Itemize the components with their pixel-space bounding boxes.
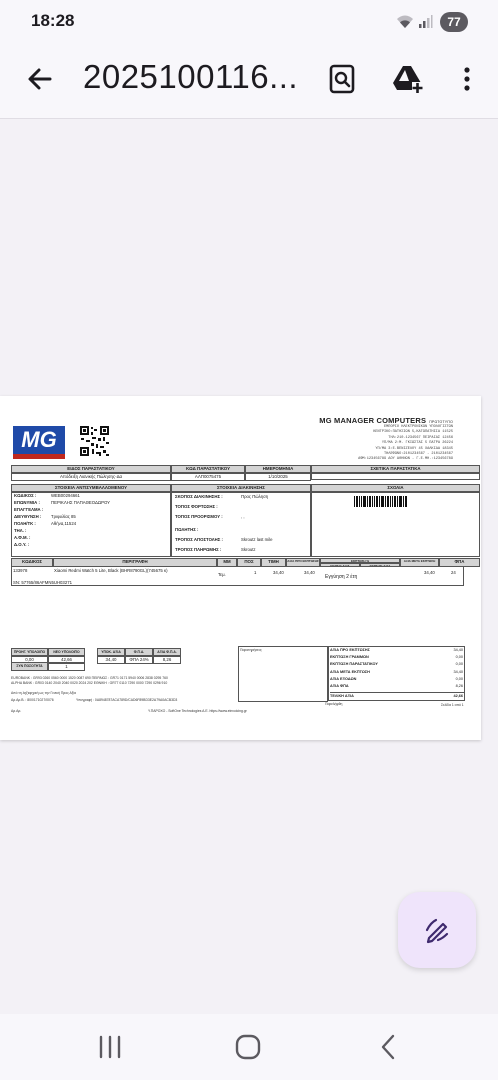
col-value-post: ΑΞΙΑ ΜΕΤΑ ΕΚΠΤΩΣΗ [400, 558, 439, 567]
item-code: 133978 [13, 568, 28, 573]
related-docs-value [311, 472, 480, 480]
total-value: 42,66 [453, 694, 463, 698]
carrier-label: Παρελήφθη [325, 702, 343, 706]
new-balance-value: 42,66 [48, 655, 85, 664]
system-nav-bar [0, 1014, 498, 1080]
remarks-box [238, 646, 328, 702]
items-box [11, 567, 464, 586]
item-unit: Τεμ. [218, 572, 226, 577]
total-label: ΑΞΙΑ ΜΕΤΑ ΕΚΠΤΩΣΗ [330, 670, 370, 674]
shipping-section-header: ΣΤΟΙΧΕΙΑ ΔΙΑΚΙΝΗΣΗΣ [171, 484, 311, 493]
col-unit: ΜΜ [217, 558, 237, 567]
total-label: ΕΚΠΤΩΣΗ ΠΑΡΑΣΤΑΤΙΚΟΥ [330, 662, 378, 666]
signal-icon [418, 14, 433, 29]
company-header [253, 416, 453, 463]
customer-label: ΔΙΕΥΘΥΝΣΗ : [14, 514, 42, 519]
home-icon[interactable] [234, 1034, 262, 1060]
vat-amount-value: 8,26 [153, 655, 181, 664]
doc-type-value: Απόδειξη Λιανικής Πώλησης-Δα [11, 472, 171, 481]
total-row-final [330, 692, 465, 698]
col-price: ΤΙΜΗ [261, 558, 286, 567]
app-bar-divider [0, 118, 498, 119]
related-docs-header: ΣΧΕΤΙΚΑ ΠΑΡΑΣΤΑΤΙΚΑ [311, 465, 480, 474]
customer-value: Αθήνα,11524 [51, 521, 77, 526]
customer-label: Δ.Ο.Υ. : [14, 542, 30, 547]
company-line: ΥΠ/ΜΑ 3:Ε.ΒΕΝΙΖΕΛΟΥ 45 ΧΑΛΚΙΔΑ 18345 [375, 446, 453, 451]
doc-type-header: ΕΙΔΟΣ ΠΑΡΑΣΤΑΤΙΚΟΥ [11, 465, 171, 474]
pieces-value: 1 [48, 662, 85, 671]
pdf-page[interactable] [0, 396, 481, 740]
company-line: ΥΠ/ΜΑ 2:Μ. ΓΚΙΩΣΤΑΣ 5 ΠΑΤΡΑ 26224 [381, 441, 453, 446]
customer-label: ΕΠΑΓΓΕΛΜΑ : [14, 507, 44, 512]
total-value: 0,00 [455, 662, 463, 666]
bank-line: ALPHA BANK : GR03 0140 2040 2040 0020 2024 202 ΕΘΝΙΚΗ : GR77 0110 7290 0000 7290 0296 910 [11, 681, 168, 685]
shipping-label: ΤΟΠΟΣ ΦΟΡΤΩΣΗΣ : [175, 504, 218, 509]
item-serial: SN: 57765/86AFMN5UH03271 [13, 580, 72, 585]
item-value-pre: 34,40 [304, 570, 315, 575]
customer-value: Τριφυλίας 85 [51, 514, 76, 519]
copy-tag: ΠΡΩΤΟΤΥΠΟ [429, 420, 453, 424]
col-value-pre: ΑΞΙΑ ΠΡΟ ΕΚΠΤΩΣΗΣ [286, 558, 320, 567]
prev-balance-value: 0,00 [11, 655, 48, 664]
total-row [330, 647, 465, 653]
col-discount-2: ΕΚΠΤ.2% ΑΞΙΑ [360, 563, 400, 568]
total-label: ΕΚΠΤΩΣΗ ΓΡΑΜΜΩΝ [330, 655, 369, 659]
doc-code-header: ΚΩΔ ΠΑΡΑΣΤΑΤΙΚΟΥ [171, 465, 245, 474]
status-time: 18:28 [31, 11, 75, 30]
shipping-value: Skroutz [241, 547, 256, 552]
vat-rate-header: Φ.Π.Α. [125, 648, 153, 657]
customer-section-header: ΣΤΟΙΧΕΙΑ ΑΝΤΙΣΥΜΒΑΛΛΟΜΕΝΟΥ [11, 484, 171, 493]
customer-label: ΚΩΔΙΚΟΣ : [14, 493, 37, 498]
company-logo-stripe [13, 454, 65, 459]
back-arrow-icon[interactable] [22, 61, 58, 97]
lens-search-icon[interactable] [325, 62, 359, 96]
shipping-label: ΠΩΛΗΤΗΣ : [175, 527, 199, 532]
more-vert-icon[interactable] [456, 62, 478, 96]
wifi-icon [396, 14, 414, 29]
app-bar [0, 42, 498, 118]
total-label: ΤΕΛΙΚΗ ΑΞΙΑ [330, 694, 354, 698]
customer-label: ΤΗΛ. : [14, 528, 27, 533]
customer-label: ΕΠΩΝΥΜΙΑ : [14, 500, 40, 505]
item-value-post: 34,40 [424, 570, 435, 575]
shipping-label: ΤΡΟΠΟΣ ΠΛΗΡΩΜΗΣ : [175, 547, 222, 552]
recents-icon[interactable] [96, 1034, 124, 1060]
item-vat: 24 [451, 570, 456, 575]
doc-date-header: ΗΜΕΡΟΜΗΝΙΑ [245, 465, 311, 474]
company-logo: MG [13, 426, 65, 456]
total-value: 34,40 [453, 648, 463, 652]
company-line: ΤΗΛ:210.1234567 ΠΕΙΡΑΙΑΣ 12456 [388, 435, 453, 440]
total-row [330, 661, 465, 667]
shipping-value: Skroutz last mile [241, 537, 273, 542]
col-discount: ΕΚΠΤΩΣΗ % [320, 558, 400, 563]
new-balance-header: ΝΕΟ ΥΠΟΛΟΙΠΟ [48, 648, 85, 657]
comments-section-header: ΣΧΟΛΙΑ [311, 484, 480, 493]
edit-fab-button[interactable] [398, 892, 476, 968]
col-vat: ΦΠΑ [439, 558, 480, 567]
doc-date-value: 1/10/2025 [245, 472, 311, 481]
col-code: ΚΩΔΙΚΟΣ [11, 558, 53, 567]
item-price: 34,40 [273, 570, 284, 575]
shipping-value: , , [241, 514, 245, 519]
company-line: ΕΜΠΟΡΙΟ ΗΛΕΚΤΡΟΝΙΚΩΝ ΥΠΟΛΟΓΙΣΤΩΝ [383, 425, 453, 429]
page-label: Σελίδα 1 από 1 [441, 703, 464, 707]
company-name-text: MG MANAGER COMPUTERS [319, 416, 427, 425]
total-label: ΑΞΙΑ ΦΠΑ [330, 684, 349, 688]
company-line: ΤΗΛΕΦΩΝΟ:2101234567 - 2101234567 [383, 452, 453, 457]
barcode-icon [354, 496, 408, 507]
vat-base-header: ΥΠΟΚ. ΑΞΙΑ [97, 648, 125, 657]
edit-sparkle-icon [423, 916, 451, 944]
company-name [253, 416, 453, 425]
total-row [330, 676, 465, 682]
prev-balance-header: ΠΡΟΗΓ. ΥΠΟΛΟΙΠΟ [11, 648, 48, 657]
customer-label: ΠΟΛΗ/ΤΚ : [14, 521, 36, 526]
item-warranty: Εγγύηση 2 έτη [325, 574, 358, 580]
total-value: 34,40 [453, 670, 463, 674]
col-discount-1: ΕΚΠΤ.% ΑΞΙΑ [320, 563, 360, 568]
customer-value: WEB00294661 [51, 493, 80, 498]
total-value: 0,00 [455, 677, 463, 681]
col-description: ΠΕΡΙΓΡΑΦΗ [53, 558, 217, 567]
status-bar [0, 0, 498, 42]
total-row [330, 654, 465, 660]
vat-amount-header: ΑΞΙΑ Φ.Π.Α. [153, 648, 181, 657]
shipping-label: ΤΟΠΟΣ ΠΡΟΟΡΙΣΜΟΥ : [175, 514, 223, 519]
item-description: Xiaomi Redmi Watch 5 Lite, Black (BHR8790GL)(745675 κ) [54, 568, 168, 573]
footer-note: Από τη ληξιαρχική ως την Γενική Προς Αξία [11, 691, 76, 695]
software-line: Y.ΠΑΡΟΧΟ - SoftOne Technologies A.E. https://www.einvoicing.gr [148, 709, 247, 713]
footer-note: Υπογραφή : 0A8948787ACA789D/CAD6F89BD3E2A79A0ACB3D3 [76, 698, 178, 702]
vat-rate-value: ΦΠΑ 24% [125, 655, 153, 664]
footer-note: Αρ.Αρ.Β. : 800/171027/0076 [11, 698, 54, 702]
total-value: 8,26 [455, 684, 463, 688]
total-label: ΑΞΙΑ ΕΞΟΔΩΝ [330, 677, 357, 681]
total-label: ΑΞΙΑ ΠΡΟ ΕΚΠΤΩΣΗΣ [330, 648, 370, 652]
drive-add-icon[interactable] [391, 62, 425, 96]
vat-base-value: 34,40 [97, 655, 125, 664]
company-line: ΚΕΝΤΡΙΚΟ:ΠΑΤΗΣΙΩΝ 5,ΚΑΤΩΠΑΤΗΣΙΑ 11525 [373, 430, 453, 435]
customer-label: Α.Φ.Μ. : [14, 535, 31, 540]
qr-code-icon [79, 425, 110, 457]
pieces-label: ΣΥΝ ΠΟΣΟΤΗΤΑ [11, 662, 48, 671]
shipping-value: Προς Πώληση [241, 494, 269, 499]
customer-value: ΠΕΡΙΚΛΗΣ ΠΑΠΑΘΕΟΔΩΡΟΥ [51, 500, 111, 505]
back-icon[interactable] [375, 1034, 403, 1060]
aade-label: Αρ.Αρ. [11, 709, 22, 713]
item-qty: 1 [254, 570, 257, 575]
col-qty: ΠΟΣ [237, 558, 261, 567]
shipping-label: ΤΡΟΠΟΣ ΑΠΟΣΤΟΛΗΣ : [175, 537, 223, 542]
shipping-label: ΣΚΟΠΟΣ ΔΙΑΚΙΝΗΣΗΣ : [175, 494, 223, 499]
total-value: 0,00 [455, 655, 463, 659]
battery-icon: 77 [440, 12, 468, 32]
doc-code-value: ΑΛΠ0075475 [171, 472, 245, 481]
remarks-label: Παρατηρήσεις: [240, 648, 263, 652]
company-line: ΑΦΜ:123456789 ΔΟΥ ΑΘΗΝΩΝ - Γ.Ε.ΜΗ.:123456789 [358, 457, 453, 462]
total-row [330, 669, 465, 675]
document-title: 2025100116... [83, 58, 299, 95]
bank-line: EUROBANK : GR93 0260 0560 0000 1520 0087 690 ΠΕΙΡΑΙΩΣ : GR71 0171 5940 0006 2838 0295 760 [11, 676, 168, 680]
total-row [330, 683, 465, 689]
